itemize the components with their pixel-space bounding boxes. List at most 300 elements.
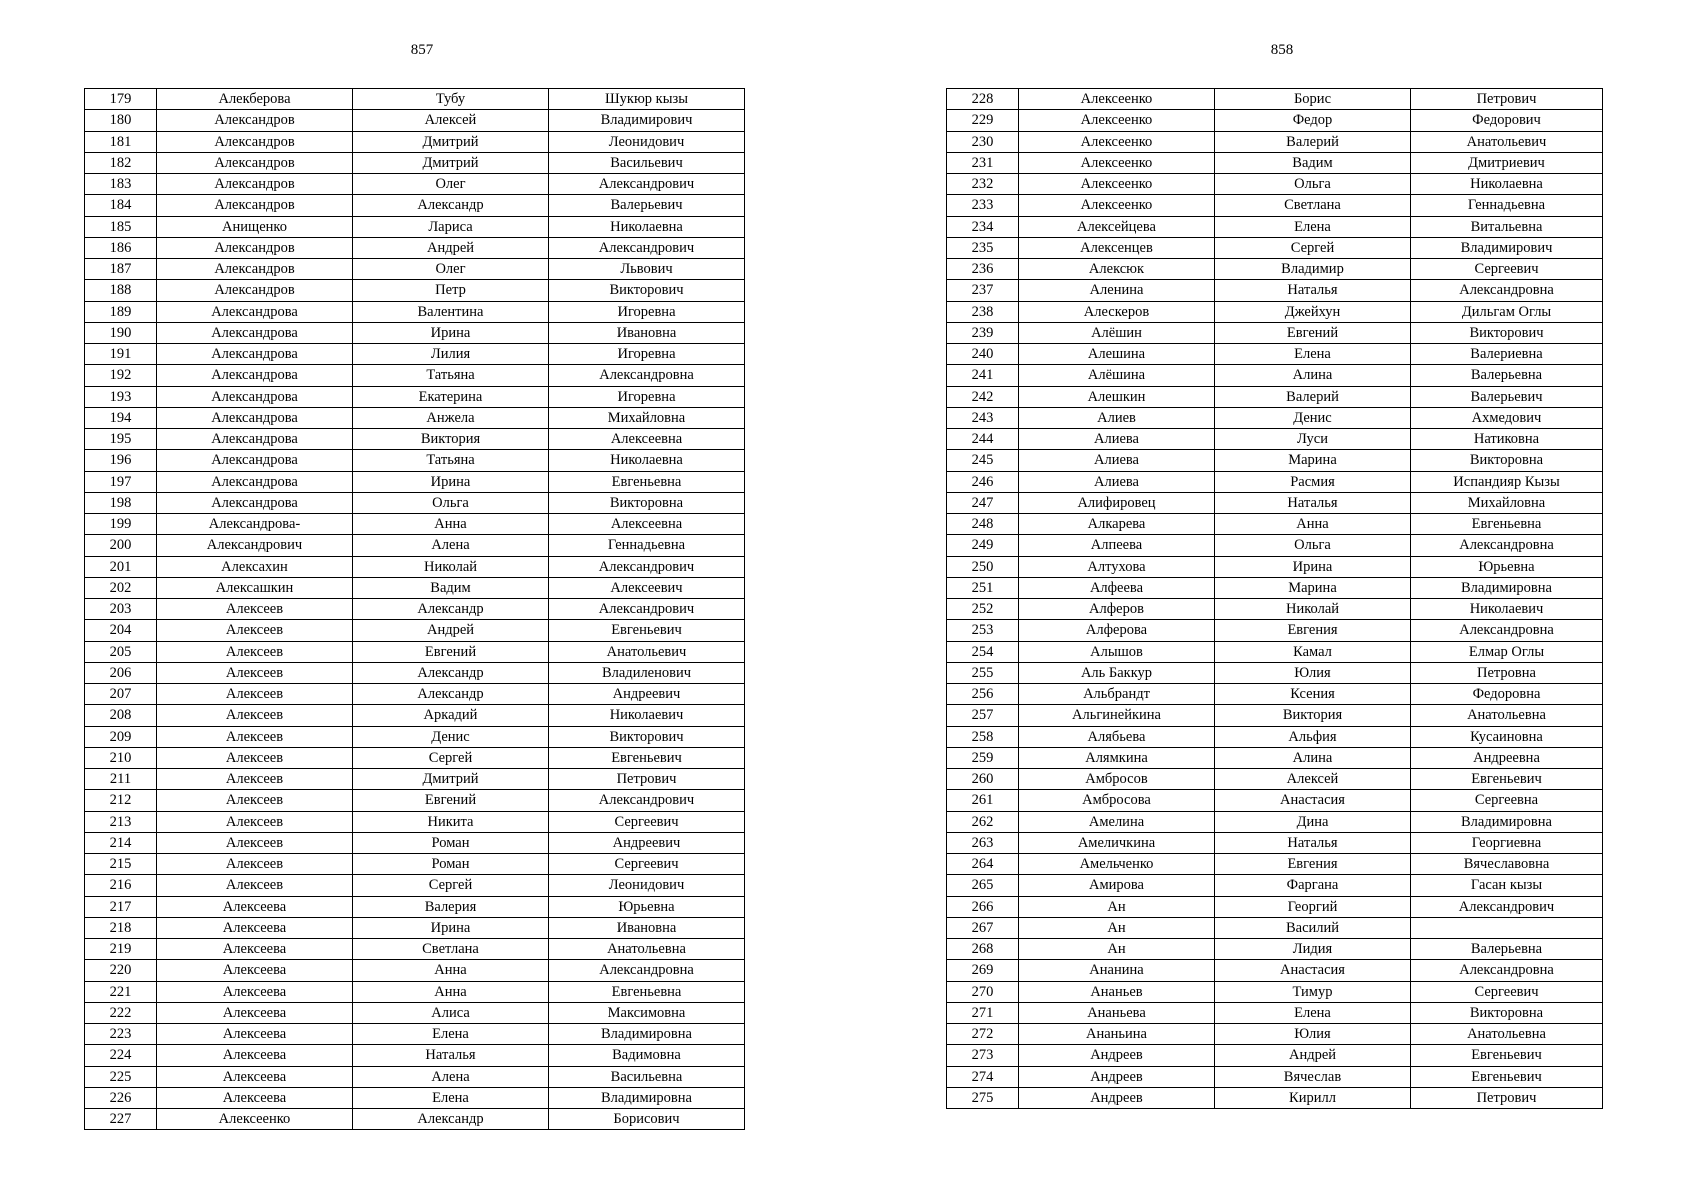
patronymic-cell: Ивановна [549, 917, 745, 938]
first-name-cell: Вячеслав [1215, 1066, 1411, 1087]
first-name-cell: Анна [353, 514, 549, 535]
first-name-cell: Ксения [1215, 684, 1411, 705]
patronymic-cell: Евгеньевна [1411, 514, 1603, 535]
table-row [85, 1024, 745, 1045]
table-row [947, 981, 1603, 1002]
patronymic-cell: Юрьевна [1411, 556, 1603, 577]
first-name-cell: Александр [353, 1109, 549, 1130]
last-name-cell: Алексюк [1019, 259, 1215, 280]
last-name-cell: Алексеенко [1019, 195, 1215, 216]
row-number-cell: 273 [947, 1045, 1019, 1066]
last-name-cell: Александров [157, 174, 353, 195]
table-row [85, 110, 745, 131]
table-row [947, 917, 1603, 938]
patronymic-cell: Борисович [549, 1109, 745, 1130]
row-number-cell: 231 [947, 152, 1019, 173]
row-number-cell: 266 [947, 896, 1019, 917]
row-number-cell: 272 [947, 1024, 1019, 1045]
row-number-cell: 223 [85, 1024, 157, 1045]
first-name-cell: Валентина [353, 301, 549, 322]
last-name-cell: Алкарева [1019, 514, 1215, 535]
first-name-cell: Анна [353, 981, 549, 1002]
last-name-cell: Алёшин [1019, 322, 1215, 343]
first-name-cell: Елена [1215, 216, 1411, 237]
last-name-cell: Ан [1019, 939, 1215, 960]
table-row [85, 322, 745, 343]
patronymic-cell: Алексеевич [549, 577, 745, 598]
last-name-cell: Алиев [1019, 407, 1215, 428]
first-name-cell: Андрей [1215, 1045, 1411, 1066]
last-name-cell: Алферов [1019, 599, 1215, 620]
row-number-cell: 255 [947, 662, 1019, 683]
patronymic-cell: Елмар Оглы [1411, 641, 1603, 662]
row-number-cell: 246 [947, 471, 1019, 492]
row-number-cell: 224 [85, 1045, 157, 1066]
last-name-cell: Ан [1019, 917, 1215, 938]
roster-table-left-body [85, 89, 745, 1130]
first-name-cell: Ольга [1215, 174, 1411, 195]
patronymic-cell: Николаевна [549, 216, 745, 237]
last-name-cell: Алёшина [1019, 365, 1215, 386]
row-number-cell: 210 [85, 747, 157, 768]
first-name-cell: Евгений [353, 790, 549, 811]
row-number-cell: 258 [947, 726, 1019, 747]
last-name-cell: Алексеев [157, 875, 353, 896]
last-name-cell: Алексеев [157, 747, 353, 768]
patronymic-cell: Андреевич [549, 684, 745, 705]
first-name-cell: Анастасия [1215, 790, 1411, 811]
row-number-cell: 199 [85, 514, 157, 535]
first-name-cell: Анжела [353, 407, 549, 428]
patronymic-cell: Валерьевна [1411, 365, 1603, 386]
row-number-cell: 220 [85, 960, 157, 981]
first-name-cell: Марина [1215, 450, 1411, 471]
row-number-cell: 243 [947, 407, 1019, 428]
last-name-cell: Алексахин [157, 556, 353, 577]
patronymic-cell: Сергеевич [549, 854, 745, 875]
row-number-cell: 187 [85, 259, 157, 280]
first-name-cell: Андрей [353, 620, 549, 641]
table-row [85, 896, 745, 917]
last-name-cell: Амбросов [1019, 769, 1215, 790]
table-row [947, 556, 1603, 577]
patronymic-cell: Петровна [1411, 662, 1603, 683]
table-row [85, 429, 745, 450]
patronymic-cell: Анатольевич [549, 641, 745, 662]
table-row [947, 152, 1603, 173]
first-name-cell: Дмитрий [353, 152, 549, 173]
last-name-cell: Алпеева [1019, 535, 1215, 556]
last-name-cell: Алифировец [1019, 492, 1215, 513]
first-name-cell: Сергей [353, 747, 549, 768]
patronymic-cell: Владимирович [1411, 237, 1603, 258]
first-name-cell: Наталья [1215, 492, 1411, 513]
last-name-cell: Алиева [1019, 450, 1215, 471]
patronymic-cell: Владимировна [1411, 811, 1603, 832]
last-name-cell: Алексеенко [157, 1109, 353, 1130]
patronymic-cell: Петрович [1411, 1087, 1603, 1108]
first-name-cell: Алина [1215, 747, 1411, 768]
row-number-cell: 242 [947, 386, 1019, 407]
first-name-cell: Анна [353, 960, 549, 981]
first-name-cell: Евгений [353, 641, 549, 662]
first-name-cell: Елена [353, 1024, 549, 1045]
row-number-cell: 237 [947, 280, 1019, 301]
first-name-cell: Светлана [353, 939, 549, 960]
patronymic-cell: Владимировна [549, 1024, 745, 1045]
first-name-cell: Валерий [1215, 131, 1411, 152]
page-number-right: 858 [1270, 42, 1294, 58]
first-name-cell: Аркадий [353, 705, 549, 726]
table-row [85, 875, 745, 896]
table-row [947, 726, 1603, 747]
row-number-cell: 221 [85, 981, 157, 1002]
table-row [947, 854, 1603, 875]
last-name-cell: Александров [157, 131, 353, 152]
first-name-cell: Анна [1215, 514, 1411, 535]
table-row [85, 280, 745, 301]
row-number-cell: 233 [947, 195, 1019, 216]
last-name-cell: Алескеров [1019, 301, 1215, 322]
last-name-cell: Александрова [157, 386, 353, 407]
table-row [85, 1045, 745, 1066]
patronymic-cell: Леонидович [549, 875, 745, 896]
row-number-cell: 219 [85, 939, 157, 960]
patronymic-cell: Геннадьевна [1411, 195, 1603, 216]
table-row [947, 1087, 1603, 1108]
table-row [947, 1045, 1603, 1066]
last-name-cell: Александрович [157, 535, 353, 556]
table-row [947, 769, 1603, 790]
patronymic-cell: Ивановна [549, 322, 745, 343]
first-name-cell: Александр [353, 195, 549, 216]
row-number-cell: 206 [85, 662, 157, 683]
table-row [947, 811, 1603, 832]
table-row [947, 344, 1603, 365]
table-row [85, 301, 745, 322]
row-number-cell: 181 [85, 131, 157, 152]
last-name-cell: Алексеев [157, 684, 353, 705]
table-row [947, 386, 1603, 407]
table-row [85, 1087, 745, 1108]
table-row [85, 216, 745, 237]
table-row [85, 195, 745, 216]
first-name-cell: Николай [353, 556, 549, 577]
first-name-cell: Алена [353, 535, 549, 556]
patronymic-cell: Геннадьевна [549, 535, 745, 556]
last-name-cell: Александрова- [157, 514, 353, 535]
first-name-cell: Тимур [1215, 981, 1411, 1002]
table-row [85, 471, 745, 492]
row-number-cell: 254 [947, 641, 1019, 662]
last-name-cell: Алексеев [157, 854, 353, 875]
last-name-cell: Альгинейкина [1019, 705, 1215, 726]
patronymic-cell: Сергеевна [1411, 790, 1603, 811]
last-name-cell: Алексеенко [1019, 131, 1215, 152]
last-name-cell: Алексеева [157, 917, 353, 938]
first-name-cell: Елена [353, 1087, 549, 1108]
last-name-cell: Алямкина [1019, 747, 1215, 768]
patronymic-cell: Алексеевна [549, 429, 745, 450]
last-name-cell: Александрова [157, 492, 353, 513]
patronymic-cell: Вадимовна [549, 1045, 745, 1066]
patronymic-cell: Евгеньевич [1411, 1066, 1603, 1087]
table-row [85, 237, 745, 258]
last-name-cell: Андреев [1019, 1066, 1215, 1087]
patronymic-cell: Михайловна [1411, 492, 1603, 513]
table-row [947, 1024, 1603, 1045]
row-number-cell: 197 [85, 471, 157, 492]
patronymic-cell: Евгеньевна [549, 471, 745, 492]
patronymic-cell: Андреевич [549, 832, 745, 853]
last-name-cell: Ананьев [1019, 981, 1215, 1002]
table-row [947, 110, 1603, 131]
last-name-cell: Алешкин [1019, 386, 1215, 407]
row-number-cell: 239 [947, 322, 1019, 343]
patronymic-cell: Петрович [1411, 89, 1603, 110]
patronymic-cell: Николаевна [1411, 174, 1603, 195]
table-row [85, 960, 745, 981]
row-number-cell: 203 [85, 599, 157, 620]
table-row [947, 492, 1603, 513]
patronymic-cell: Александрович [549, 790, 745, 811]
patronymic-cell: Анатольевич [1411, 131, 1603, 152]
patronymic-cell: Михайловна [549, 407, 745, 428]
first-name-cell: Петр [353, 280, 549, 301]
first-name-cell: Никита [353, 811, 549, 832]
row-number-cell: 238 [947, 301, 1019, 322]
row-number-cell: 274 [947, 1066, 1019, 1087]
first-name-cell: Лариса [353, 216, 549, 237]
first-name-cell: Денис [1215, 407, 1411, 428]
table-row [947, 322, 1603, 343]
row-number-cell: 250 [947, 556, 1019, 577]
first-name-cell: Александр [353, 684, 549, 705]
table-row [85, 450, 745, 471]
last-name-cell: Алексеев [157, 726, 353, 747]
table-row [85, 556, 745, 577]
row-number-cell: 196 [85, 450, 157, 471]
first-name-cell: Наталья [353, 1045, 549, 1066]
last-name-cell: Ананьина [1019, 1024, 1215, 1045]
table-row [85, 259, 745, 280]
table-row [85, 577, 745, 598]
table-row [85, 344, 745, 365]
table-row [85, 939, 745, 960]
row-number-cell: 234 [947, 216, 1019, 237]
patronymic-cell: Юрьевна [549, 896, 745, 917]
row-number-cell: 194 [85, 407, 157, 428]
first-name-cell: Лидия [1215, 939, 1411, 960]
last-name-cell: Александров [157, 195, 353, 216]
first-name-cell: Татьяна [353, 365, 549, 386]
first-name-cell: Вадим [1215, 152, 1411, 173]
table-row [947, 471, 1603, 492]
patronymic-cell: Александрович [549, 599, 745, 620]
first-name-cell: Ирина [353, 917, 549, 938]
last-name-cell: Ан [1019, 896, 1215, 917]
table-row [85, 131, 745, 152]
patronymic-cell: Васильевич [549, 152, 745, 173]
row-number-cell: 179 [85, 89, 157, 110]
table-row [947, 577, 1603, 598]
row-number-cell: 229 [947, 110, 1019, 131]
first-name-cell: Николай [1215, 599, 1411, 620]
patronymic-cell: Федорович [1411, 110, 1603, 131]
table-row [85, 662, 745, 683]
table-row [947, 216, 1603, 237]
row-number-cell: 209 [85, 726, 157, 747]
row-number-cell: 193 [85, 386, 157, 407]
table-row [947, 1066, 1603, 1087]
last-name-cell: Амелина [1019, 811, 1215, 832]
row-number-cell: 226 [85, 1087, 157, 1108]
row-number-cell: 190 [85, 322, 157, 343]
table-row [947, 875, 1603, 896]
row-number-cell: 182 [85, 152, 157, 173]
first-name-cell: Расмия [1215, 471, 1411, 492]
table-row [85, 407, 745, 428]
table-row [947, 237, 1603, 258]
patronymic-cell: Валериевна [1411, 344, 1603, 365]
row-number-cell: 275 [947, 1087, 1019, 1108]
last-name-cell: Александрова [157, 471, 353, 492]
last-name-cell: Александрова [157, 365, 353, 386]
last-name-cell: Алексеев [157, 662, 353, 683]
row-number-cell: 185 [85, 216, 157, 237]
last-name-cell: Александров [157, 110, 353, 131]
first-name-cell: Наталья [1215, 832, 1411, 853]
first-name-cell: Борис [1215, 89, 1411, 110]
last-name-cell: Алексеева [157, 1024, 353, 1045]
last-name-cell: Амеличкина [1019, 832, 1215, 853]
table-row [947, 174, 1603, 195]
first-name-cell: Валерий [1215, 386, 1411, 407]
patronymic-cell: Викторовна [1411, 450, 1603, 471]
first-name-cell: Екатерина [353, 386, 549, 407]
first-name-cell: Марина [1215, 577, 1411, 598]
last-name-cell: Алешина [1019, 344, 1215, 365]
row-number-cell: 204 [85, 620, 157, 641]
last-name-cell: Алексеев [157, 811, 353, 832]
row-number-cell: 216 [85, 875, 157, 896]
patronymic-cell: Анатольевна [549, 939, 745, 960]
first-name-cell: Анастасия [1215, 960, 1411, 981]
last-name-cell: Алексеев [157, 705, 353, 726]
first-name-cell: Олег [353, 259, 549, 280]
last-name-cell: Амельченко [1019, 854, 1215, 875]
patronymic-cell: Александрович [549, 556, 745, 577]
first-name-cell: Андрей [353, 237, 549, 258]
first-name-cell: Валерия [353, 896, 549, 917]
patronymic-cell: Александровна [549, 960, 745, 981]
row-number-cell: 260 [947, 769, 1019, 790]
last-name-cell: Александрова [157, 407, 353, 428]
first-name-cell: Роман [353, 854, 549, 875]
last-name-cell: Александров [157, 152, 353, 173]
first-name-cell: Ирина [353, 471, 549, 492]
roster-table-right-body [947, 89, 1603, 1109]
patronymic-cell: Натиковна [1411, 429, 1603, 450]
row-number-cell: 205 [85, 641, 157, 662]
first-name-cell: Алексей [353, 110, 549, 131]
table-row [85, 365, 745, 386]
row-number-cell: 198 [85, 492, 157, 513]
table-row [947, 195, 1603, 216]
row-number-cell: 244 [947, 429, 1019, 450]
row-number-cell: 264 [947, 854, 1019, 875]
table-row [85, 1066, 745, 1087]
page-number-left: 857 [410, 42, 434, 58]
patronymic-cell: Петрович [549, 769, 745, 790]
first-name-cell: Денис [353, 726, 549, 747]
row-number-cell: 262 [947, 811, 1019, 832]
row-number-cell: 186 [85, 237, 157, 258]
patronymic-cell: Васильевна [549, 1066, 745, 1087]
first-name-cell: Алина [1215, 365, 1411, 386]
patronymic-cell: Александрович [549, 237, 745, 258]
last-name-cell: Ананина [1019, 960, 1215, 981]
table-row [947, 1002, 1603, 1023]
patronymic-cell: Шукюр кызы [549, 89, 745, 110]
last-name-cell: Амирова [1019, 875, 1215, 896]
row-number-cell: 202 [85, 577, 157, 598]
row-number-cell: 257 [947, 705, 1019, 726]
row-number-cell: 184 [85, 195, 157, 216]
first-name-cell: Дмитрий [353, 131, 549, 152]
row-number-cell: 265 [947, 875, 1019, 896]
first-name-cell: Алена [353, 1066, 549, 1087]
table-row [947, 599, 1603, 620]
last-name-cell: Александров [157, 259, 353, 280]
table-row [947, 705, 1603, 726]
first-name-cell: Лилия [353, 344, 549, 365]
last-name-cell: Алексеенко [1019, 110, 1215, 131]
row-number-cell: 213 [85, 811, 157, 832]
patronymic-cell: Анатольевна [1411, 705, 1603, 726]
table-row [947, 429, 1603, 450]
patronymic-cell: Николаевич [549, 705, 745, 726]
last-name-cell: Алексеева [157, 1087, 353, 1108]
last-name-cell: Алфеева [1019, 577, 1215, 598]
table-row [85, 684, 745, 705]
last-name-cell: Алексейцева [1019, 216, 1215, 237]
table-row [85, 790, 745, 811]
first-name-cell: Ирина [1215, 556, 1411, 577]
first-name-cell: Наталья [1215, 280, 1411, 301]
patronymic-cell: Сергеевич [1411, 981, 1603, 1002]
first-name-cell: Владимир [1215, 259, 1411, 280]
patronymic-cell: Валерьевич [1411, 386, 1603, 407]
table-row [85, 705, 745, 726]
table-row [947, 939, 1603, 960]
table-row [85, 747, 745, 768]
patronymic-cell: Евгеньевич [549, 747, 745, 768]
row-number-cell: 245 [947, 450, 1019, 471]
first-name-cell: Федор [1215, 110, 1411, 131]
row-number-cell: 201 [85, 556, 157, 577]
patronymic-cell: Федоровна [1411, 684, 1603, 705]
first-name-cell: Дмитрий [353, 769, 549, 790]
patronymic-cell: Валерьевна [1411, 939, 1603, 960]
row-number-cell: 261 [947, 790, 1019, 811]
patronymic-cell: Николаевна [549, 450, 745, 471]
patronymic-cell: Евгеньевич [549, 620, 745, 641]
last-name-cell: Алексеев [157, 769, 353, 790]
last-name-cell: Алексашкин [157, 577, 353, 598]
first-name-cell: Елена [1215, 344, 1411, 365]
row-number-cell: 259 [947, 747, 1019, 768]
